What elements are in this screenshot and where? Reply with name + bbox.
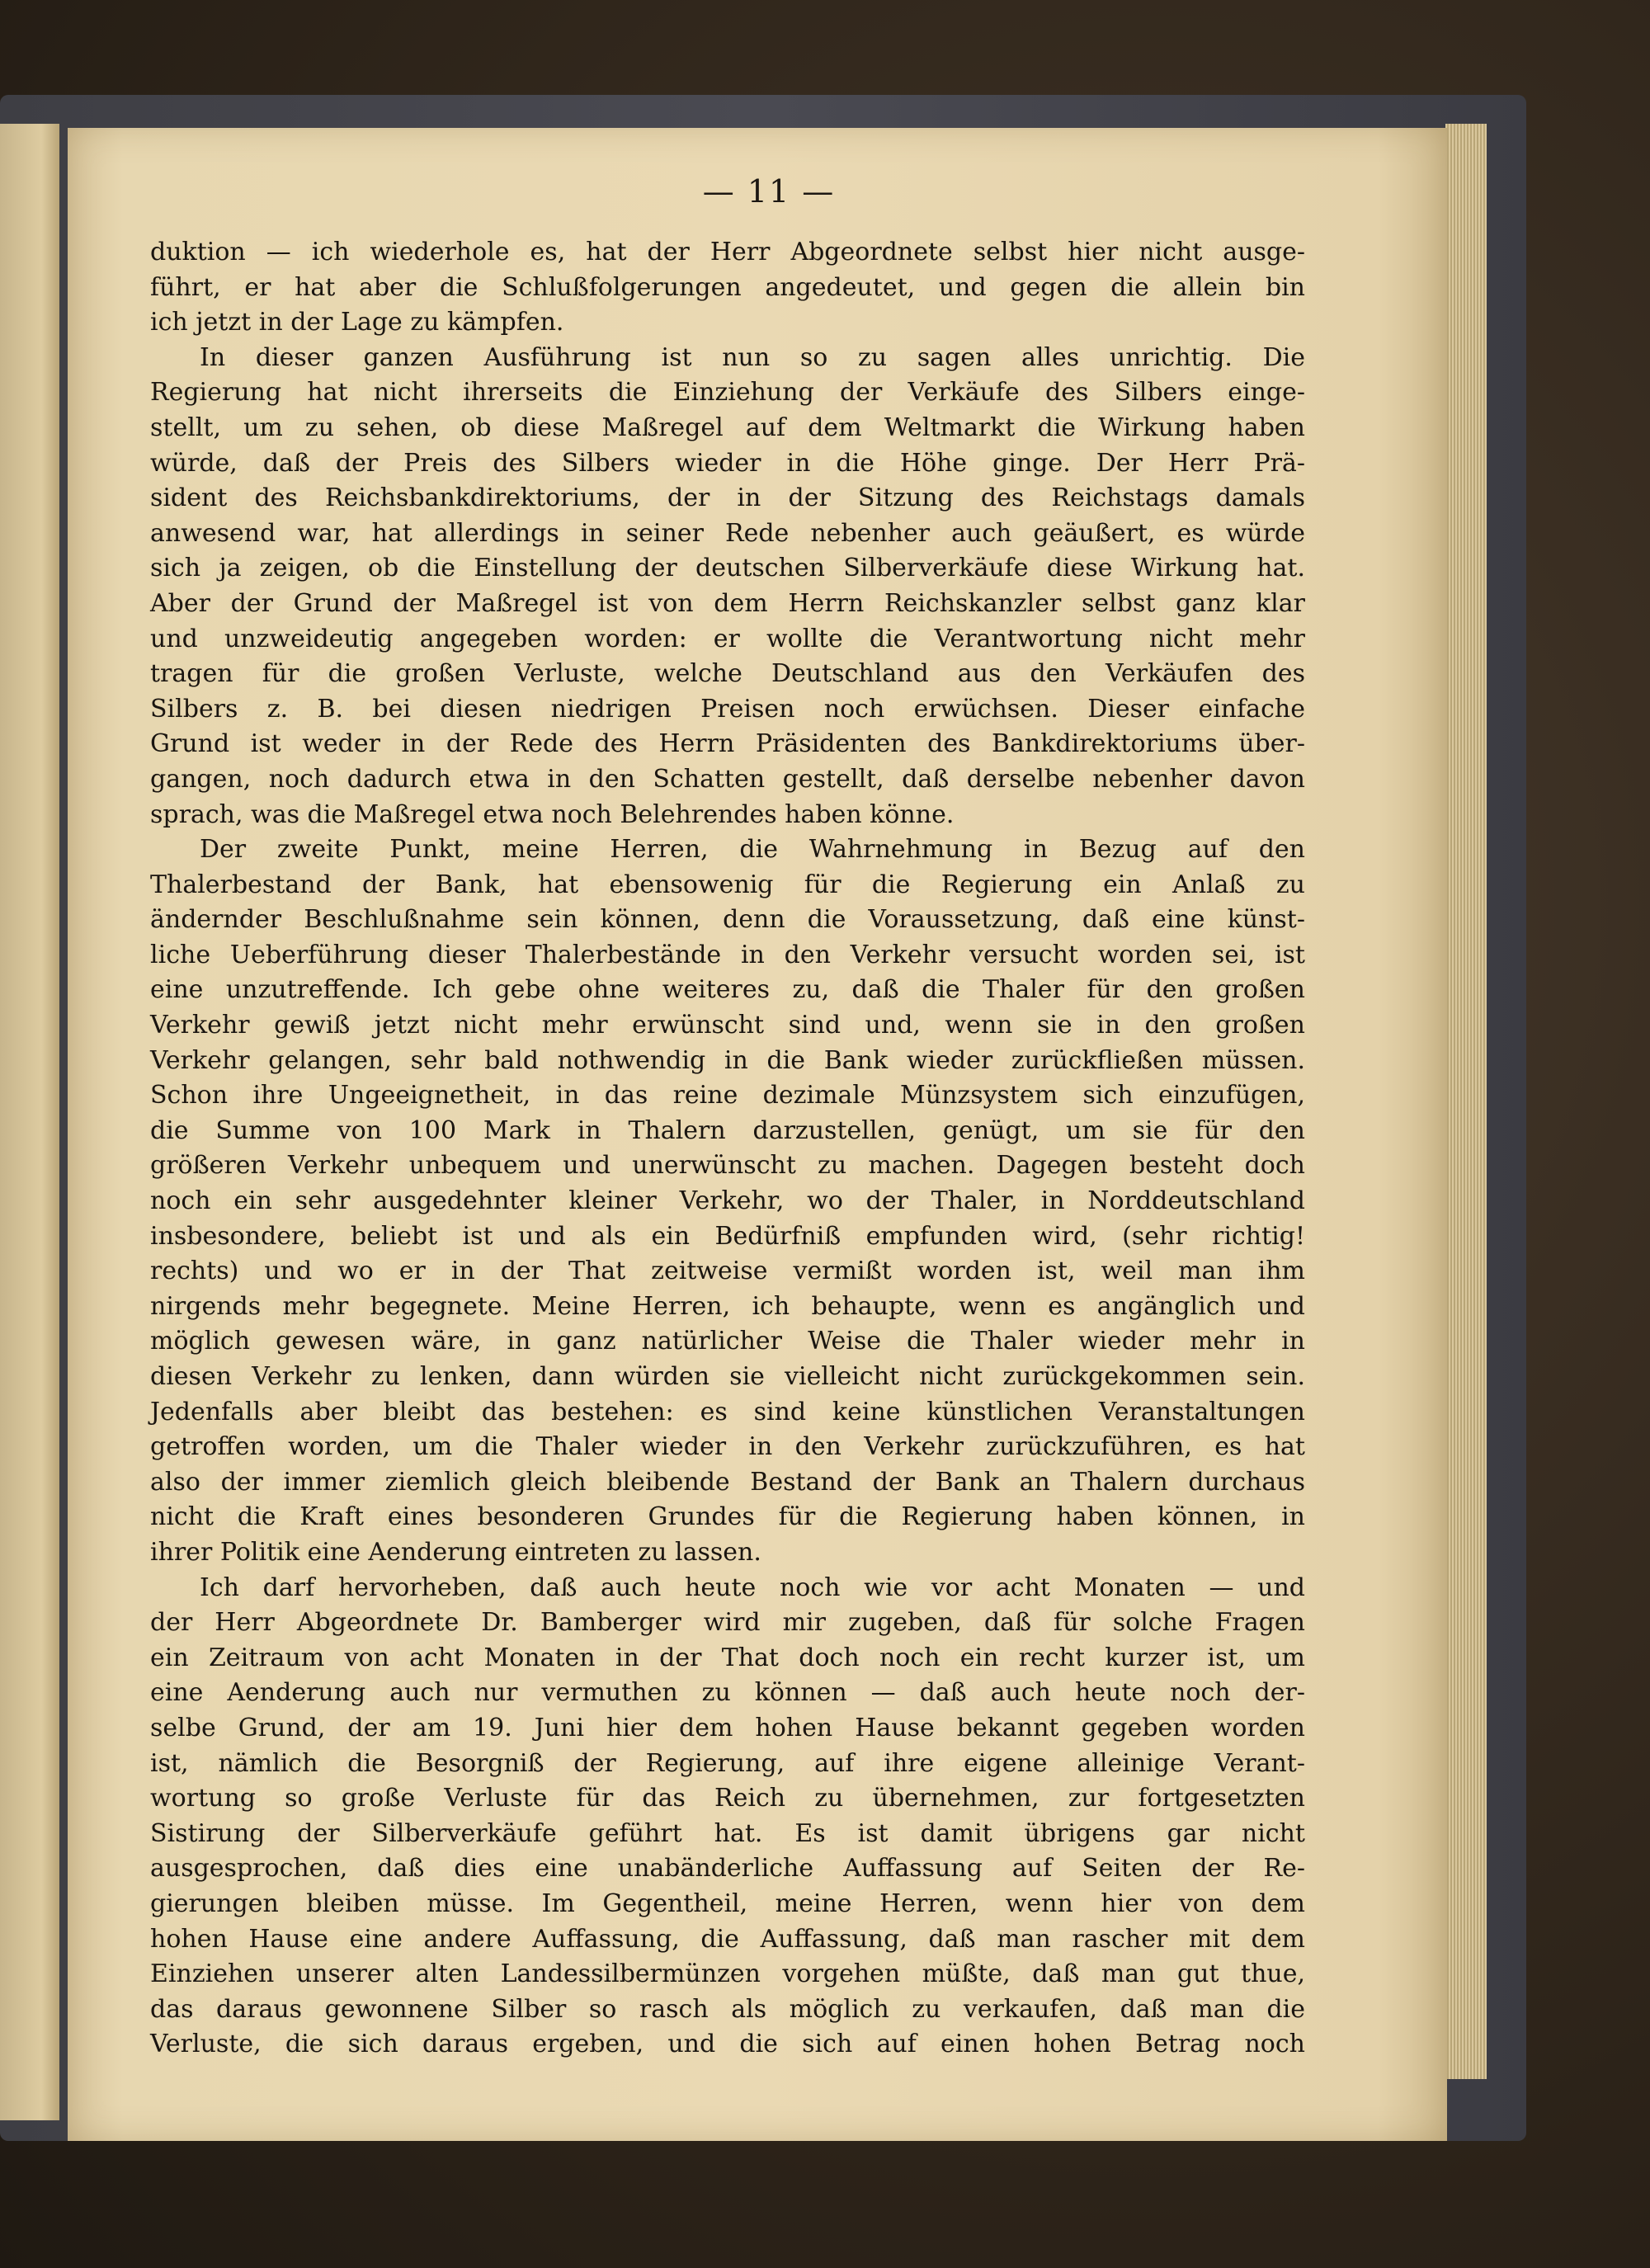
text-line: In dieser ganzen Ausführung ist nun so zu sagen alles unrichtig. Die: [200, 342, 1305, 372]
text-line: würde, daß der Preis des Silbers wieder in die Höhe ginge. Der Herr Prä-: [150, 448, 1305, 478]
page-block-edges: [1445, 124, 1487, 2079]
text-line: gierungen bleiben müsse. Im Gegentheil, meine Herren, wenn hier von dem: [150, 1888, 1305, 1918]
text-line: stellt, um zu sehen, ob diese Maßregel auf dem Weltmarkt die Wirkung haben: [150, 413, 1305, 442]
text-line: duktion — ich wiederhole es, hat der Herr Abgeordnete selbst hier nicht ausge-: [150, 238, 1305, 266]
text-line: getroffen worden, um die Thaler wieder in den Verkehr zurückzuführen, es hat: [150, 1432, 1305, 1462]
text-line: sich ja zeigen, ob die Einstellung der deutschen Silberverkäufe diese Wirkung hat.: [150, 554, 1305, 583]
text-line: Jedenfalls aber bleibt das bestehen: es sind keine künstlichen Veranstaltungen: [150, 1397, 1305, 1426]
text-line: noch ein sehr ausgedehnter kleiner Verkehr, wo der Thaler, in Norddeutschland: [150, 1186, 1305, 1216]
text-body: [150, 235, 1305, 2063]
text-line: tragen für die großen Verluste, welche Deutschland aus den Verkäufen des: [150, 659, 1305, 689]
text-line: anwesend war, hat allerdings in seiner Rede nebenher auch geäußert, es würde: [150, 518, 1305, 548]
text-line: Verkehr gewiß jetzt nicht mehr erwünscht sind und, wenn sie in den großen: [150, 1011, 1305, 1040]
text-line: Silbers z. B. bei diesen niedrigen Preisen noch erwüchsen. Dieser einfache: [150, 694, 1305, 724]
text-line: Sistirung der Silberverkäufe geführt hat. Es ist damit übrigens gar nicht: [150, 1818, 1305, 1848]
text-line: diesen Verkehr zu lenken, dann würden sie vielleicht nicht zurückgekommen sein.: [150, 1362, 1305, 1391]
text-line: die Summe von 100 Mark in Thalern darzustellen, genügt, um sie für den: [150, 1115, 1305, 1145]
text-line: Schon ihre Ungeeignetheit, in das reine dezimale Münzsystem sich einzufügen,: [150, 1081, 1305, 1110]
text-line: ausgesprochen, daß dies eine unabänderliche Auffassung auf Seiten der Re-: [150, 1854, 1305, 1884]
text-line: Verkehr gelangen, sehr bald nothwendig in die Bank wieder zurückfließen müssen.: [150, 1045, 1305, 1075]
text-line: möglich gewesen wäre, in ganz natürlicher Weise die Thaler wieder mehr in: [150, 1327, 1305, 1356]
page-number: — 11 —: [702, 173, 836, 210]
text-line: nicht die Kraft eines besonderen Grundes für die Regierung haben können, in: [150, 1502, 1305, 1532]
text-line: ich jetzt in der Lage zu kämpfen.: [150, 308, 564, 337]
text-line: das daraus gewonnene Silber so rasch als möglich zu verkaufen, daß man die: [150, 1994, 1305, 2024]
text-line: Aber der Grund der Maßregel ist von dem Herrn Reichskanzler selbst ganz klar: [150, 588, 1305, 618]
text-line: gangen, noch dadurch etwa in den Schatten gestellt, daß derselbe nebenher davon: [150, 764, 1305, 794]
text-line: Regierung hat nicht ihrerseits die Einziehung der Verkäufe des Silbers einge-: [150, 378, 1305, 408]
text-line: Verluste, die sich daraus ergeben, und die sich auf einen hohen Betrag noch: [150, 2030, 1305, 2059]
text-line: Der zweite Punkt, meine Herren, die Wahrnehmung in Bezug auf den: [200, 835, 1305, 865]
book-page: [68, 128, 1447, 2141]
text-line: liche Ueberführung dieser Thalerbestände in den Verkehr versucht worden sei, ist: [150, 940, 1305, 969]
text-line: sprach, was die Maßregel etwa noch Belehrendes haben könne.: [150, 799, 955, 829]
text-line: nirgends mehr begegnete. Meine Herren, ich behaupte, wenn es angänglich und: [150, 1291, 1305, 1321]
text-line: ihrer Politik eine Aenderung eintreten zu lassen.: [150, 1537, 761, 1567]
text-line: Ich darf hervorheben, daß auch heute noch wie vor acht Monaten — und: [200, 1573, 1305, 1602]
left-page-edge: [0, 124, 59, 2120]
text-line: wortung so große Verluste für das Reich zu übernehmen, zur fortgesetzten: [150, 1784, 1305, 1813]
text-line: selbe Grund, der am 19. Juni hier dem hohen Hause bekannt gegeben worden: [150, 1713, 1305, 1742]
text-line: insbesondere, beliebt ist und als ein Bedürfniß empfunden wird, (sehr richtig!: [150, 1221, 1305, 1251]
text-line: Grund ist weder in der Rede des Herrn Präsidenten des Bankdirektoriums über-: [150, 729, 1305, 759]
text-line: größeren Verkehr unbequem und unerwünscht zu machen. Dagegen besteht doch: [150, 1151, 1305, 1181]
text-line: Thalerbestand der Bank, hat ebensowenig für die Regierung ein Anlaß zu: [150, 870, 1305, 899]
text-line: eine Aenderung auch nur vermuthen zu können — daß auch heute noch der-: [150, 1678, 1305, 1708]
text-line: der Herr Abgeordnete Dr. Bamberger wird mir zugeben, daß für solche Fragen: [150, 1608, 1305, 1638]
text-line: rechts) und wo er in der That zeitweise vermißt worden ist, weil man ihm: [150, 1257, 1305, 1286]
text-line: sident des Reichsbankdirektoriums, der in der Sitzung des Reichstags damals: [150, 483, 1305, 513]
text-line: also der immer ziemlich gleich bleibende Bestand der Bank an Thalern durchaus: [150, 1467, 1305, 1497]
text-line: ändernder Beschlußnahme sein können, denn die Voraussetzung, daß eine künst-: [150, 905, 1305, 935]
text-line: Einziehen unserer alten Landessilbermünzen vorgehen müßte, daß man gut thue,: [150, 1959, 1305, 1989]
text-line: und unzweideutig angegeben worden: er wollte die Verantwortung nicht mehr: [150, 624, 1305, 653]
text-line: eine unzutreffende. Ich gebe ohne weiteres zu, daß die Thaler für den großen: [150, 975, 1305, 1005]
text-line: hohen Hause eine andere Auffassung, die Auffassung, daß man rascher mit dem: [150, 1924, 1305, 1954]
text-line: ist, nämlich die Besorgniß der Regierung, auf ihre eigene alleinige Verant-: [150, 1748, 1305, 1778]
text-line: ein Zeitraum von acht Monaten in der That doch noch ein recht kurzer ist, um: [150, 1643, 1305, 1672]
text-line: führt, er hat aber die Schlußfolgerungen angedeutet, und gegen die allein bin: [150, 272, 1305, 302]
